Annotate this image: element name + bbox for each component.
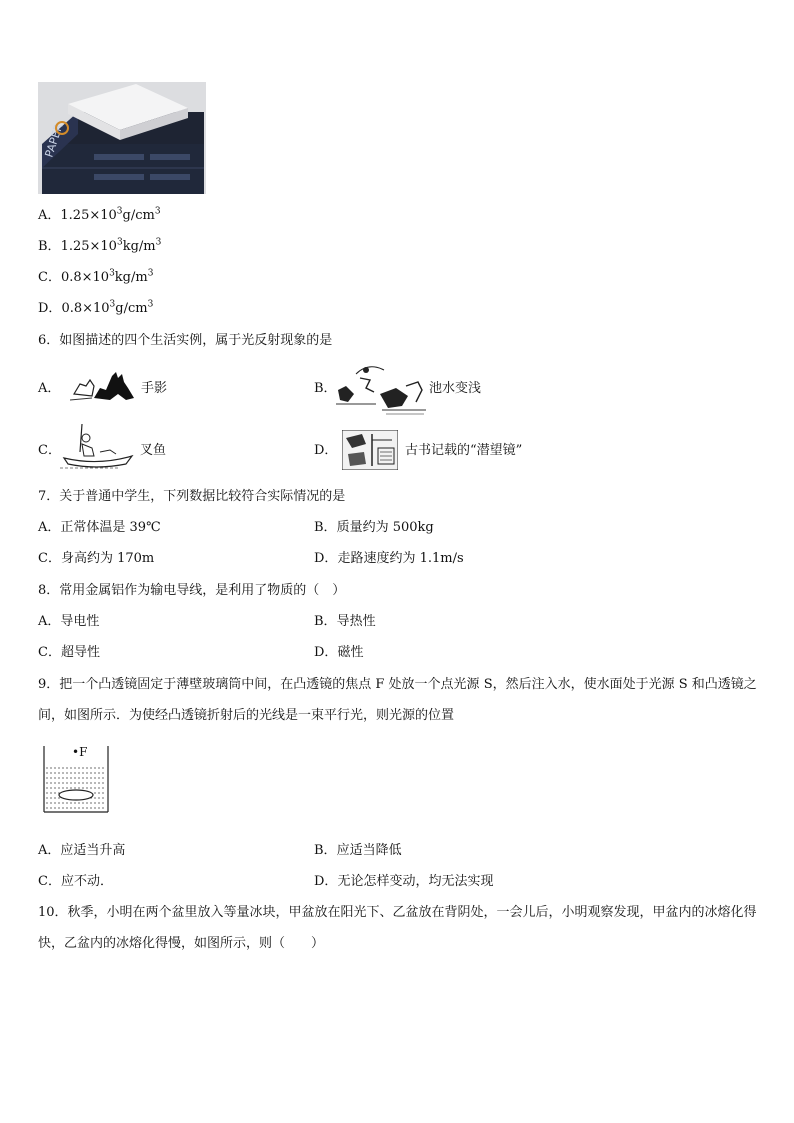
option-exponent: 3 [116, 206, 123, 217]
q8-option-c[interactable] [38, 644, 100, 662]
paper-stack-photo [38, 82, 206, 194]
q8-stem: 8．常用金属铝作为输电导线，是利用了物质的（ ） [38, 583, 346, 598]
option-unit-exponent: 3 [147, 299, 154, 310]
option-unit: g/cm [115, 301, 148, 316]
option-value: 0.8×10 [60, 270, 110, 285]
option-letter: C． [38, 645, 61, 660]
q6-b-caption: 池水变浅 [429, 381, 482, 396]
option-unit: kg/m [114, 270, 148, 285]
q8-option-a[interactable] [38, 613, 99, 631]
q5-option-a[interactable] [38, 207, 161, 225]
option-value: 0.8×10 [61, 301, 110, 316]
q5-option-d[interactable] [38, 300, 153, 318]
option-value: 1.25×10 [60, 239, 117, 254]
option-unit-exponent: 3 [147, 268, 154, 279]
option-letter: C． [38, 874, 61, 889]
option-unit-exponent: 3 [155, 237, 162, 248]
option-letter: D． [314, 645, 338, 660]
option-text: 导热性 [336, 614, 376, 629]
option-letter: A． [38, 614, 61, 629]
q6-stem: 6．如图描述的四个生活实例，属于光反射现象的是 [38, 333, 333, 348]
q7-option-a[interactable] [38, 519, 161, 537]
option-letter: D． [314, 443, 338, 458]
option-unit-exponent: 3 [154, 206, 161, 217]
option-text: 应适当降低 [336, 843, 402, 858]
q9-stem: 9．把一个凸透镜固定于薄壁玻璃筒中间，在凸透镜的焦点 F 处放一个点光源 S，然后注入水，使水面处于光源 S 和凸透镜之间，如图所示．为使经凸透镜折射后的光线是一束平行光，则光源的位置 [38, 677, 757, 723]
option-exponent: 3 [109, 299, 116, 310]
q6-option-a[interactable] [38, 380, 60, 398]
option-letter: C． [38, 551, 61, 566]
q6-option-c[interactable] [38, 442, 61, 460]
option-letter: A． [38, 208, 61, 223]
option-exponent: 3 [109, 268, 115, 279]
focal-point-label: •F [72, 745, 88, 759]
option-text: 身高约为 170m [60, 551, 155, 566]
option-text: 磁性 [337, 645, 364, 660]
convex-lens-shape [59, 790, 93, 800]
q7-option-c[interactable] [38, 550, 154, 568]
option-value: 1.25×10 [60, 208, 117, 223]
option-text: 导电性 [60, 614, 100, 629]
option-text: 正常体温是 39℃ [60, 520, 161, 535]
option-letter: C． [38, 270, 61, 285]
q7-option-d[interactable] [314, 550, 464, 568]
q6-c-caption: 叉鱼 [140, 443, 167, 458]
q8-option-d[interactable] [314, 644, 363, 662]
option-unit: g/cm [122, 208, 155, 223]
option-letter: D． [314, 874, 338, 889]
option-letter: D． [314, 551, 338, 566]
pond-water-figure [336, 360, 428, 416]
q6-option-d[interactable] [314, 442, 337, 460]
q9-option-b[interactable] [314, 842, 402, 860]
option-letter: A． [38, 843, 61, 858]
option-text: 应不动． [60, 874, 113, 889]
glass-cylinder-figure [40, 744, 112, 816]
q10-stem: 10．秋季，小明在两个盆里放入等量冰块，甲盆放在阳光下、乙盆放在背阴处，一会儿后，小明观察发现，甲盆内的冰熔化得快，乙盆内的冰熔化得慢，如图所示，则（ ） [38, 905, 757, 951]
ancient-periscope-figure [342, 430, 398, 470]
q9-option-d[interactable] [314, 873, 493, 891]
option-letter: B． [314, 381, 337, 396]
spear-fishing-figure [60, 422, 136, 474]
q7-stem: 7．关于普通中学生，下列数据比较符合实际情况的是 [38, 489, 346, 504]
q8-option-b[interactable] [314, 613, 376, 631]
q6-option-b[interactable] [314, 380, 337, 398]
option-unit: kg/m [122, 239, 156, 254]
option-letter: B． [314, 614, 337, 629]
option-text: 应适当升高 [60, 843, 126, 858]
option-text: 走路速度约为 1.1m/s [337, 551, 464, 566]
hand-shadow-figure [70, 368, 142, 404]
q6-d-caption: 古书记载的“潜望镜” [405, 443, 523, 458]
q5-option-b[interactable] [38, 238, 161, 256]
q6-a-caption: 手影 [141, 381, 168, 396]
option-letter: B． [314, 843, 337, 858]
option-text: 质量约为 500kg [336, 520, 434, 535]
option-letter: B． [38, 239, 61, 254]
option-letter: D． [38, 301, 62, 316]
option-letter: C． [38, 443, 61, 458]
option-text: 无论怎样变动，均无法实现 [337, 874, 494, 889]
q9-option-a[interactable] [38, 842, 125, 860]
option-text: 超导性 [60, 645, 100, 660]
q9-option-c[interactable] [38, 873, 113, 891]
option-letter: A． [38, 381, 61, 396]
option-letter: A． [38, 520, 61, 535]
q5-option-c[interactable] [38, 269, 153, 287]
paper-brand-text: PAPER [42, 121, 66, 159]
option-exponent: 3 [116, 237, 123, 248]
q7-option-b[interactable] [314, 519, 434, 537]
option-letter: B． [314, 520, 337, 535]
